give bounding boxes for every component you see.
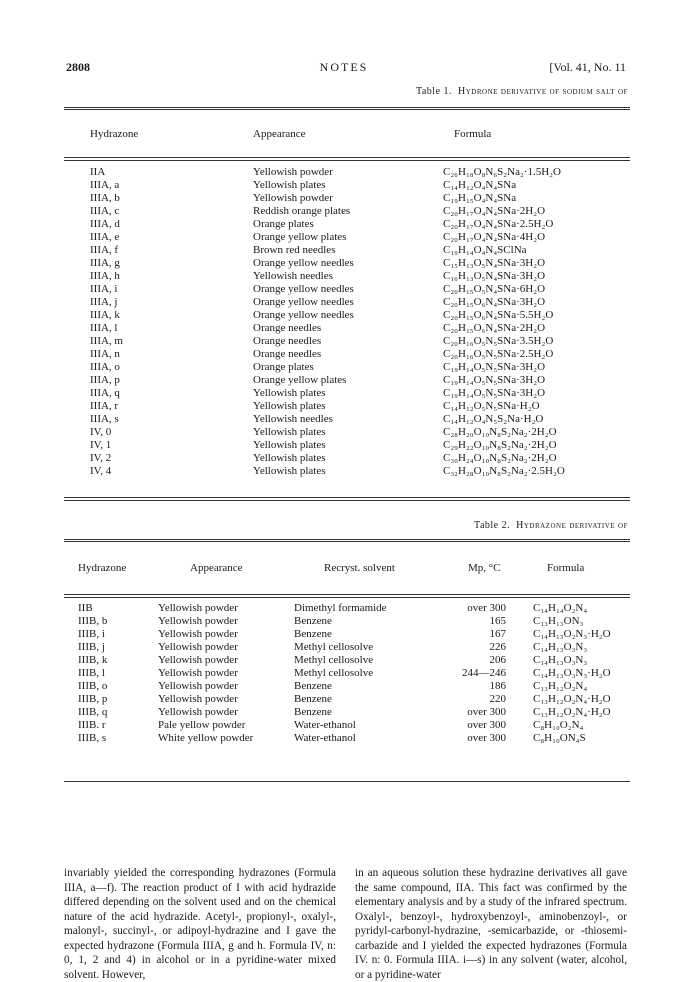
- table1-cell-appearance: Yellowish plates: [253, 400, 326, 412]
- table2-col-mp: Mp, °C: [468, 562, 501, 574]
- table1-cell-formula: C₂₀H₁₇O₄N₄SNa·2.5H₂O: [443, 218, 554, 230]
- table1-cell-hydrazone: IIIA, m: [90, 335, 123, 347]
- table1-cell-formula: C₂₀H₁₆O₅N₅SNa·2.5H₂O: [443, 348, 554, 360]
- table2-row: [0, 641, 688, 654]
- table2-top-rule: [64, 539, 630, 542]
- table1-cell-formula: C₂₉H₂₂O₁₀N₈S₂Na₂·2H₂O: [443, 439, 557, 451]
- table1-cell-formula: C₃₀H₂₄O₁₀N₈S₂Na₂·2H₂O: [443, 452, 557, 464]
- table2-cell-solvent: Water-ethanol: [294, 732, 356, 744]
- table2-cell-formula: C₁₃H₁₂O₂N₄: [533, 680, 588, 692]
- table1-cell-appearance: Orange yellow needles: [253, 296, 354, 308]
- table1-row: [0, 439, 688, 452]
- table1-cell-formula: C₁₅H₁₃O₅N₄SNa·3H₂O: [443, 257, 546, 269]
- table2-cell-mp: over 300: [467, 602, 506, 614]
- table1-cell-formula: C₁₉H₁₄O₅N₅SNa·3H₂O: [443, 387, 546, 399]
- table1-cell-hydrazone: IIIA, n: [90, 348, 120, 360]
- table1-row: [0, 218, 688, 231]
- table2-cell-mp: over 300: [467, 706, 506, 718]
- table1-cell-hydrazone: IV, 1: [90, 439, 112, 451]
- table2-col-hydrazone: Hydrazone: [78, 562, 127, 574]
- table2-cell-formula: C₁₄H₁₃O₃N₃: [533, 641, 588, 653]
- table1-cell-formula: C₁₄H₁₂O₄N₅S₂Na·H₂O: [443, 413, 544, 425]
- table2-cell-appearance: Yellowish powder: [158, 654, 238, 666]
- table1-cell-appearance: Orange needles: [253, 335, 322, 347]
- table2-caption: [474, 520, 628, 531]
- table1-cell-appearance: Yellowish plates: [253, 426, 326, 438]
- table1-col-appearance: Appearance: [253, 128, 306, 140]
- table2-cell-appearance: Yellowish powder: [158, 615, 238, 627]
- table1-cell-hydrazone: IIIA, e: [90, 231, 120, 243]
- table2-cell-formula: C₁₃H₁₂O₂N₄·H₂O: [533, 706, 611, 718]
- table1-cell-hydrazone: IIA: [90, 166, 106, 178]
- table1-row: [0, 179, 688, 192]
- table1-cell-hydrazone: IIIA, k: [90, 309, 120, 321]
- table2-cell-appearance: Yellowish powder: [158, 706, 238, 718]
- table2-cell-formula: C₈H₁₀ON₄S: [533, 732, 586, 744]
- table2-cell-mp: 220: [489, 693, 506, 705]
- body-right-column: [355, 866, 627, 982]
- table1-row: [0, 296, 688, 309]
- table1-bottom-rule: [64, 497, 630, 498]
- table1-row: [0, 166, 688, 179]
- table1-col-formula: Formula: [454, 128, 492, 140]
- table2-cell-hydrazone: IIIB, b: [78, 615, 108, 627]
- table2-row: [0, 719, 688, 732]
- table2-cell-mp: 206: [489, 654, 506, 666]
- table1-cell-appearance: Brown red needles: [253, 244, 336, 256]
- table1-cell-appearance: Yellowish powder: [253, 166, 333, 178]
- table1-cell-formula: C₁₄H₁₂O₅N₅SNa·H₂O: [443, 400, 540, 412]
- table1-cell-appearance: Yellowish powder: [253, 192, 333, 204]
- table1-cell-formula: C₂₀H₁₇O₄N₄SNa·2H₂O: [443, 205, 546, 217]
- table1-row: [0, 283, 688, 296]
- table2-cell-hydrazone: IIIB, q: [78, 706, 108, 718]
- table1-cell-appearance: Yellowish plates: [253, 439, 326, 451]
- table1-row: [0, 374, 688, 387]
- table2-cell-formula: C₁₄H₁₃O₃N₃: [533, 654, 588, 666]
- table1-cell-hydrazone: IIIA, f: [90, 244, 119, 256]
- table2-cell-hydrazone: IIIB, p: [78, 693, 108, 705]
- table2-col-solvent: Recryst. solvent: [324, 562, 395, 574]
- table1-cell-appearance: Yellowish plates: [253, 387, 326, 399]
- table2-cell-mp: 244—246: [462, 667, 506, 679]
- table1-row: [0, 244, 688, 257]
- table2-cell-hydrazone: IIIB, k: [78, 654, 108, 666]
- table2-caption-label: Table 2.: [474, 520, 511, 531]
- table1-cell-formula: C₁₉H₁₄O₅N₅SNa·3H₂O: [443, 374, 546, 386]
- table2-row: [0, 732, 688, 745]
- table2-cell-mp: over 300: [467, 732, 506, 744]
- table1-cell-hydrazone: IIIA, p: [90, 374, 120, 386]
- table1-row: [0, 257, 688, 270]
- table2-cell-formula: C₁₃H₁₃ON₃: [533, 615, 584, 627]
- table1-cell-formula: C₁₉H₁₅O₄N₄SNa: [443, 192, 517, 204]
- table2-header-rule: [64, 594, 630, 595]
- table1-cell-hydrazone: IIIA, s: [90, 413, 119, 425]
- table2-cell-appearance: Yellowish powder: [158, 602, 238, 614]
- table1-row: [0, 348, 688, 361]
- table2-header-rule-2: [64, 597, 630, 598]
- table2-cell-formula: C₁₄H₁₄O₂N₄: [533, 602, 588, 614]
- table1-cell-appearance: Orange plates: [253, 361, 314, 373]
- table2-cell-hydrazone: IIIB, l: [78, 667, 105, 679]
- table2-cell-solvent: Benzene: [294, 615, 332, 627]
- table1-cell-hydrazone: IIIA, r: [90, 400, 119, 412]
- table2-row: [0, 680, 688, 693]
- table2-row: [0, 628, 688, 641]
- table1-cell-hydrazone: IIIA, q: [90, 387, 120, 399]
- table1-header-rule: [64, 157, 630, 158]
- table1-cell-hydrazone: IV, 0: [90, 426, 112, 438]
- table1-cell-hydrazone: IIIA, a: [90, 179, 120, 191]
- table1-cell-hydrazone: IIIA, c: [90, 205, 120, 217]
- page-number: 2808: [66, 60, 90, 74]
- table2-row: [0, 602, 688, 615]
- table2-cell-solvent: Benzene: [294, 628, 332, 640]
- table2-cell-solvent: Methyl cellosolve: [294, 667, 374, 679]
- volume-info: [Vol. 41, No. 11: [549, 60, 626, 74]
- table1-cell-appearance: Orange yellow needles: [253, 257, 354, 269]
- body-right-text: in an aqueous solution these hydrazine derivatives all gave the same compound, IIA. This fact was confirmed by the elementary analysis and by a study of the infrared spectrum. Oxalyl-, benzoyl-, hydroxybenzoyl-, aminobenzoyl-, or pyridyl-carbonyl-hydrazine, -semicarbazide, or -thiosemi-carbazide and I yielded the expected hydrazones (Formula IV. n: 0. Formula IIIA. i—s) in any solvent (water, alcohol, or a pyridine-water: [355, 867, 627, 981]
- table1-row: [0, 322, 688, 335]
- table2-cell-mp: 186: [489, 680, 506, 692]
- table2-row: [0, 667, 688, 680]
- table1-cell-formula: C₂₀H₁₅O₅N₄SNa·6H₂O: [443, 283, 546, 295]
- table1-row: [0, 400, 688, 413]
- table1-header-rule-2: [64, 160, 630, 161]
- table1-cell-formula: C₁₆H₁₃O₅N₄SNa·3H₂O: [443, 270, 546, 282]
- table2-cell-formula: C₈H₁₀O₂N₄: [533, 719, 584, 731]
- table1-cell-hydrazone: IIIA, l: [90, 322, 118, 334]
- table2-cell-appearance: Pale yellow powder: [158, 719, 246, 731]
- table1-row: [0, 387, 688, 400]
- table2-cell-mp: 167: [489, 628, 506, 640]
- table1-cell-hydrazone: IIIA, o: [90, 361, 120, 373]
- table1-cell-appearance: Yellowish plates: [253, 465, 326, 477]
- table1-cell-appearance: Orange yellow plates: [253, 374, 347, 386]
- table2-cell-solvent: Methyl cellosolve: [294, 641, 374, 653]
- table1-caption-label: Table 1.: [415, 86, 453, 97]
- table2-cell-formula: C₁₄H₁₃O₂N₃·H₂O: [533, 628, 611, 640]
- table2-cell-hydrazone: IIIB, s: [78, 732, 107, 744]
- table2-cell-appearance: Yellowish powder: [158, 641, 238, 653]
- body-left-text: invariably yielded the corresponding hydrazones (Formula IIIA, a—f). The reaction product of I with acid hydrazide differed depending on the solvent used and on the chemical nature of the acid hydrazide. Acetyl-, propionyl-, oxalyl-, malonyl-, succinyl-, or adipoyl-hydrazine and I gave the expected hydrazone (Formula IIIA, g and h. Formula IV, n: 0, 1, 2 and 4) in alcohol or in a pyridine-water mixed solvent. However,: [64, 867, 336, 981]
- table2-cell-appearance: Yellowish powder: [158, 667, 238, 679]
- table1-caption-title: Hydrone derivative of sodium salt of: [458, 86, 628, 97]
- table1-row: [0, 309, 688, 322]
- table2-cell-hydrazone: IIIB. r: [78, 719, 106, 731]
- table1-cell-appearance: Reddish orange plates: [253, 205, 351, 217]
- table2-cell-appearance: Yellowish powder: [158, 628, 238, 640]
- table2-cell-solvent: Water-ethanol: [294, 719, 356, 731]
- table2-cell-mp: 226: [489, 641, 506, 653]
- table1-cell-formula: C₂₀H₁₇O₄N₄SNa·4H₂O: [443, 231, 546, 243]
- table2-cell-hydrazone: IIIB, o: [78, 680, 108, 692]
- table1-row: [0, 205, 688, 218]
- table1-cell-appearance: Orange yellow plates: [253, 231, 347, 243]
- table1-row: [0, 413, 688, 426]
- table1-cell-hydrazone: IIIA, g: [90, 257, 120, 269]
- table1-cell-appearance: Yellowish plates: [253, 452, 326, 464]
- table2-cell-hydrazone: IIB: [78, 602, 93, 614]
- body-left-column: [64, 866, 336, 982]
- table1-cell-hydrazone: IIIA, d: [90, 218, 120, 230]
- table1-cell-appearance: Yellowish plates: [253, 179, 326, 191]
- table1-row: [0, 192, 688, 205]
- table1-cell-hydrazone: IV, 4: [90, 465, 112, 477]
- table2-bottom-rule: [64, 781, 630, 782]
- table1-cell-hydrazone: IIIA, h: [90, 270, 120, 282]
- table2-row: [0, 693, 688, 706]
- table2-cell-solvent: Benzene: [294, 706, 332, 718]
- table1-row: [0, 270, 688, 283]
- table2-row: [0, 615, 688, 628]
- table1-cell-hydrazone: IIIA, b: [90, 192, 120, 204]
- table2-col-appearance: Appearance: [190, 562, 243, 574]
- table1-cell-formula: C₁₉H₁₄O₅N₅SNa·3H₂O: [443, 361, 546, 373]
- table1-cell-formula: C₁₉H₁₄O₄N₄SClNa: [443, 244, 527, 256]
- table2-col-formula: Formula: [547, 562, 585, 574]
- table1-cell-hydrazone: IIIA, j: [90, 296, 118, 308]
- table2-row: [0, 706, 688, 719]
- table1-row: [0, 335, 688, 348]
- table1-row: [0, 231, 688, 244]
- table2-caption-title: Hydrazone derivative of: [516, 520, 628, 531]
- table2-body: [0, 602, 688, 745]
- table1-cell-appearance: Orange yellow needles: [253, 283, 354, 295]
- table1-row: [0, 426, 688, 439]
- table1-col-hydrazone: Hydrazone: [90, 128, 139, 140]
- table1-cell-hydrazone: IV, 2: [90, 452, 112, 464]
- table1-cell-formula: C₂₀H₁₅O₆N₄SNa·3H₂O: [443, 296, 546, 308]
- table2-cell-formula: C₁₃H₁₂O₂N₄·H₂O: [533, 693, 611, 705]
- table2-cell-solvent: Methyl cellosolve: [294, 654, 374, 666]
- table1-cell-formula: C₂₀H₁₅O₆N₄SNa·2H₂O: [443, 322, 546, 334]
- table2-cell-appearance: White yellow powder: [158, 732, 254, 744]
- table1-row: [0, 361, 688, 374]
- table2-cell-mp: over 300: [467, 719, 506, 731]
- table2-cell-mp: 165: [489, 615, 506, 627]
- table1-cell-appearance: Orange plates: [253, 218, 314, 230]
- table1-cell-appearance: Yellowish needles: [253, 413, 333, 425]
- table1-cell-formula: C₁₄H₁₂O₄N₄SNa: [443, 179, 517, 191]
- table1-cell-formula: C₃₂H₂₈O₁₀N₈S₂Na₂·2.5H₂O: [443, 465, 565, 477]
- table1-top-rule: [64, 107, 630, 110]
- table1-cell-formula: C₂₀H₁₆O₅N₅SNa·3.5H₂O: [443, 335, 554, 347]
- table1-cell-appearance: Orange needles: [253, 348, 322, 360]
- table1-cell-hydrazone: IIIA, i: [90, 283, 118, 295]
- table2-cell-solvent: Benzene: [294, 693, 332, 705]
- table1-bottom-rule-2: [64, 500, 630, 501]
- table2-cell-formula: C₁₄H₁₃O₃N₃·H₂O: [533, 667, 611, 679]
- table1-body: [0, 166, 688, 478]
- table1-cell-appearance: Orange needles: [253, 322, 322, 334]
- running-head: NOTES: [319, 60, 369, 74]
- table1-caption: [416, 86, 628, 97]
- table2-row: [0, 654, 688, 667]
- table1-cell-formula: C₂₀H₁₅O₆N₄SNa·5.5H₂O: [443, 309, 554, 321]
- table2-cell-solvent: Dimethyl formamide: [294, 602, 387, 614]
- table1-row: [0, 465, 688, 478]
- table2-cell-hydrazone: IIIB, j: [78, 641, 105, 653]
- table1-cell-formula: C₂₆H₁₈O₈N₆S₂Na₂·1.5H₂O: [443, 166, 561, 178]
- table1-cell-formula: C₂₈H₂₀O₁₀N₈S₂Na₂·2H₂O: [443, 426, 557, 438]
- table2-cell-appearance: Yellowish powder: [158, 680, 238, 692]
- table1-cell-appearance: Orange yellow needles: [253, 309, 354, 321]
- table1-cell-appearance: Yellowish needles: [253, 270, 333, 282]
- table2-cell-appearance: Yellowish powder: [158, 693, 238, 705]
- table2-cell-hydrazone: IIIB, i: [78, 628, 105, 640]
- table2-cell-solvent: Benzene: [294, 680, 332, 692]
- table1-row: [0, 452, 688, 465]
